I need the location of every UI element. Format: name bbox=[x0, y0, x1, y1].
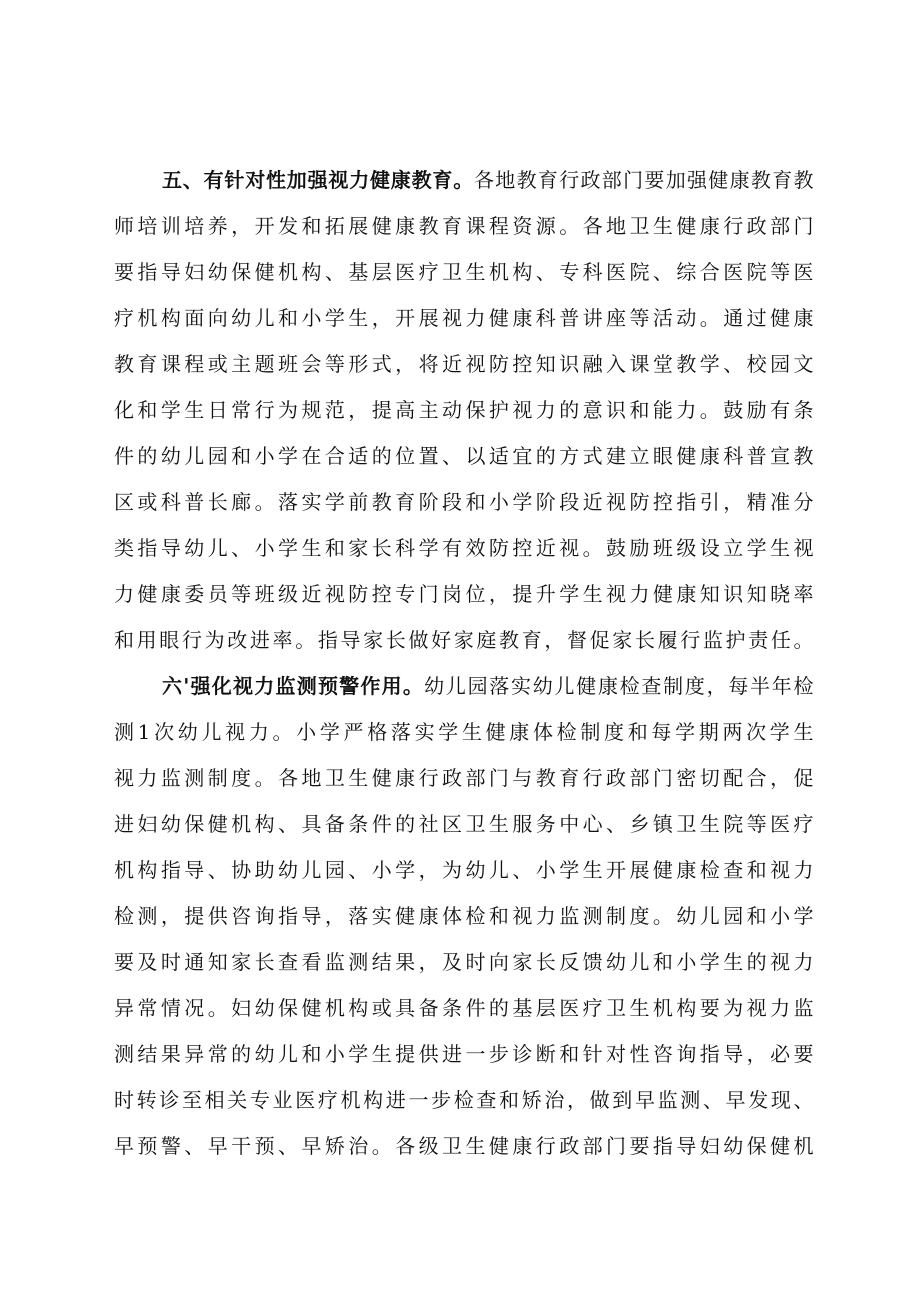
section-5-line-8: 区或科普长廊。落实学前教育阶段和小学阶段近视防控指引，精准分 bbox=[114, 490, 814, 514]
section-5-line-7: 件的幼儿园和小学在合适的位置、以适宜的方式建立眼健康科普宣教 bbox=[114, 444, 814, 468]
section-5-line-6: 化和学生日常行为规范，提高主动保护视力的意识和能力。鼓励有条 bbox=[114, 398, 814, 422]
section-5-heading: 五、有针对性加强视力健康教育。 bbox=[162, 168, 474, 192]
section-6-line-10: 时转诊至相关专业医疗机构进一步检查和矫治，做到早监测、早发现、 bbox=[114, 1088, 814, 1112]
section-6-line-2: 测1次幼儿视力。小学严格落实学生健康体检制度和每学期两次学生 bbox=[114, 720, 814, 744]
section-5-line-9: 类指导幼儿、小学生和家长科学有效防控近视。鼓励班级设立学生视 bbox=[114, 536, 814, 560]
section-6-line-7: 要及时通知家长查看监测结果，及时向家长反馈幼儿和小学生的视力 bbox=[114, 950, 814, 974]
section-5-line-2: 师培训培养，开发和拓展健康教育课程资源。各地卫生健康行政部门 bbox=[114, 214, 814, 238]
section-5-line-5: 教育课程或主题班会等形式，将近视防控知识融入课堂教学、校园文 bbox=[114, 352, 814, 376]
section-6-line-6: 检测，提供咨询指导，落实健康体检和视力监测制度。幼儿园和小学 bbox=[114, 904, 814, 928]
section-5-line-11: 和用眼行为改进率。指导家长做好家庭教育，督促家长履行监护责任。 bbox=[114, 628, 814, 652]
section-6-line-4: 进妇幼保健机构、具备条件的社区卫生服务中心、乡镇卫生院等医疗 bbox=[114, 812, 814, 836]
section-6-line-5: 机构指导、协助幼儿园、小学，为幼儿、小学生开展健康检查和视力 bbox=[114, 858, 814, 882]
section-6-text: 幼儿园落实幼儿健康检查制度，每半年检 bbox=[424, 674, 815, 698]
section-6-line-3: 视力监测制度。各地卫生健康行政部门与教育行政部门密切配合，促 bbox=[114, 766, 814, 790]
section-5-line-3: 要指导妇幼保健机构、基层医疗卫生机构、专科医院、综合医院等医 bbox=[114, 260, 814, 284]
section-6-line-8: 异常情况。妇幼保健机构或具备条件的基层医疗卫生机构要为视力监 bbox=[114, 996, 814, 1020]
section-5-line-10: 力健康委员等班级近视防控专门岗位，提升学生视力健康知识知晓率 bbox=[114, 582, 814, 606]
section-6-heading: 六'强化视力监测预警作用。 bbox=[162, 674, 425, 698]
section-5-line-4: 疗机构面向幼儿和小学生，开展视力健康科普讲座等活动。通过健康 bbox=[114, 306, 814, 330]
section-6-line-11: 早预警、早干预、早矫治。各级卫生健康行政部门要指导妇幼保健机 bbox=[114, 1134, 814, 1158]
section-5-text: 各地教育行政部门要加强健康教育教 bbox=[474, 168, 814, 192]
section-6-line-9: 测结果异常的幼儿和小学生提供进一步诊断和针对性咨询指导，必要 bbox=[114, 1042, 814, 1066]
section-6-line-1 bbox=[162, 671, 814, 701]
section-5-line-1 bbox=[162, 165, 814, 195]
